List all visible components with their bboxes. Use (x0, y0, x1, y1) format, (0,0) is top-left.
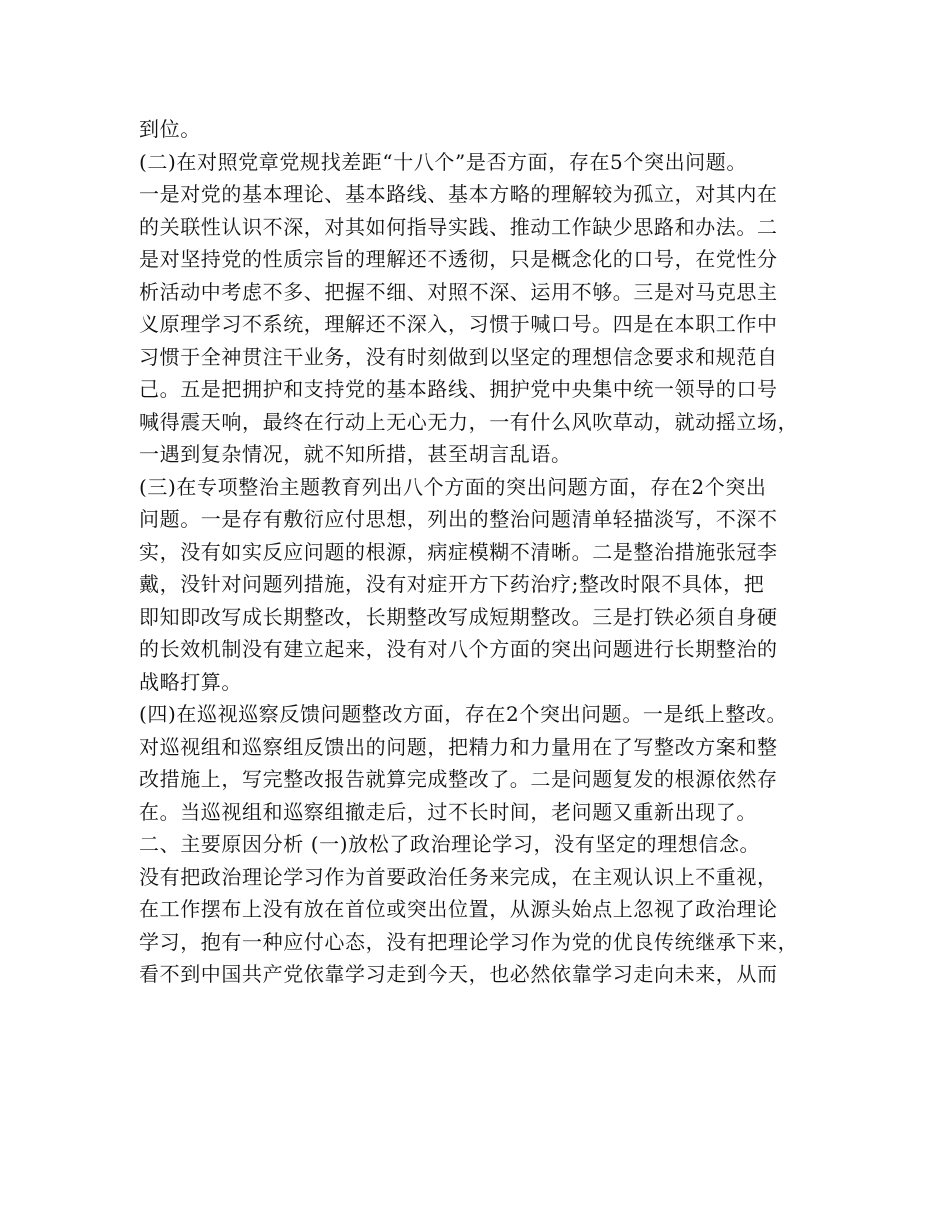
text-line: 义原理学习不系统，理解还不深入，习惯于喊口号。四是在本职工作中 (139, 312, 778, 336)
text-line: 习惯于全神贯注干业务，没有时刻做到以坚定的理想信念要求和规范自 (139, 344, 778, 369)
text-line: 在。当巡视组和巡察组撤走后，过不长时间，老问题又重新出现了。 (139, 799, 757, 824)
text-line: (四)在巡视巡察反馈问题整改方面，存在2个突出问题。一是纸上整改。 (139, 702, 788, 726)
text-line: 的长效机制没有建立起来，没有对八个方面的突出问题进行长期整治的 (139, 637, 778, 661)
text-line: 战略打算。 (139, 669, 242, 694)
text-line: 戴，没针对问题列措施，没有对症开方下药治疗;整改时限不具体，把 (139, 572, 765, 596)
text-line: 即知即改写成长期整改，长期整改写成短期整改。三是打铁必须自身硬 (139, 604, 778, 629)
text-line: 看不到中国共产党依靠学习走到今天，也必然依靠学习走向未来，从而 (139, 962, 778, 986)
text-line: 问题。一是存有敷衍应付思想，列出的整治问题清单轻描淡写，不深不 (139, 507, 778, 531)
text-line: (二)在对照党章党规找差距“十八个”是否方面，存在5个突出问题。 (139, 149, 747, 174)
text-line: 一遇到复杂情况，就不知所措，甚至胡言乱语。 (139, 442, 572, 466)
text-line: 没有把政治理论学习作为首要政治任务来完成，在主观认识上不重视， (139, 864, 778, 889)
document-body (139, 113, 819, 991)
text-line: 己。五是把拥护和支持党的基本路线、拥护党中央集中统一领导的口号 (139, 377, 778, 401)
text-line: 学习，抱有一种应付心态，没有把理论学习作为党的优良传统继承下来， (139, 929, 799, 954)
text-line: 二、主要原因分析 (一)放松了政治理论学习，没有坚定的理想信念。 (139, 832, 761, 856)
text-line: 到位。 (139, 117, 201, 141)
text-line: 喊得震天响，最终在行动上无心无力，一有什么风吹草动，就动摇立场， (139, 409, 799, 434)
text-line: 一是对党的基本理论、基本路线、基本方略的理解较为孤立，对其内在 (139, 182, 778, 206)
text-line: 对巡视组和巡察组反馈出的问题，把精力和力量用在了写整改方案和整 (139, 734, 778, 759)
text-line: 是对坚持党的性质宗旨的理解还不透彻，只是概念化的口号，在党性分 (139, 247, 778, 271)
text-line: 改措施上，写完整改报告就算完成整改了。二是问题复发的根源依然存 (139, 767, 778, 791)
text-line: 实，没有如实反应问题的根源，病症模糊不清晰。二是整治措施张冠李 (139, 539, 778, 564)
text-line: 析活动中考虑不多、把握不细、对照不深、运用不够。三是对马克思主 (139, 279, 778, 304)
text-line: (三)在专项整治主题教育列出八个方面的突出问题方面，存在2个突出 (139, 474, 767, 499)
text-line: 的关联性认识不深，对其如何指导实践、推动工作缺少思路和办法。二 (139, 214, 778, 239)
text-line: 在工作摆布上没有放在首位或突出位置，从源头始点上忽视了政治理论 (139, 897, 778, 921)
